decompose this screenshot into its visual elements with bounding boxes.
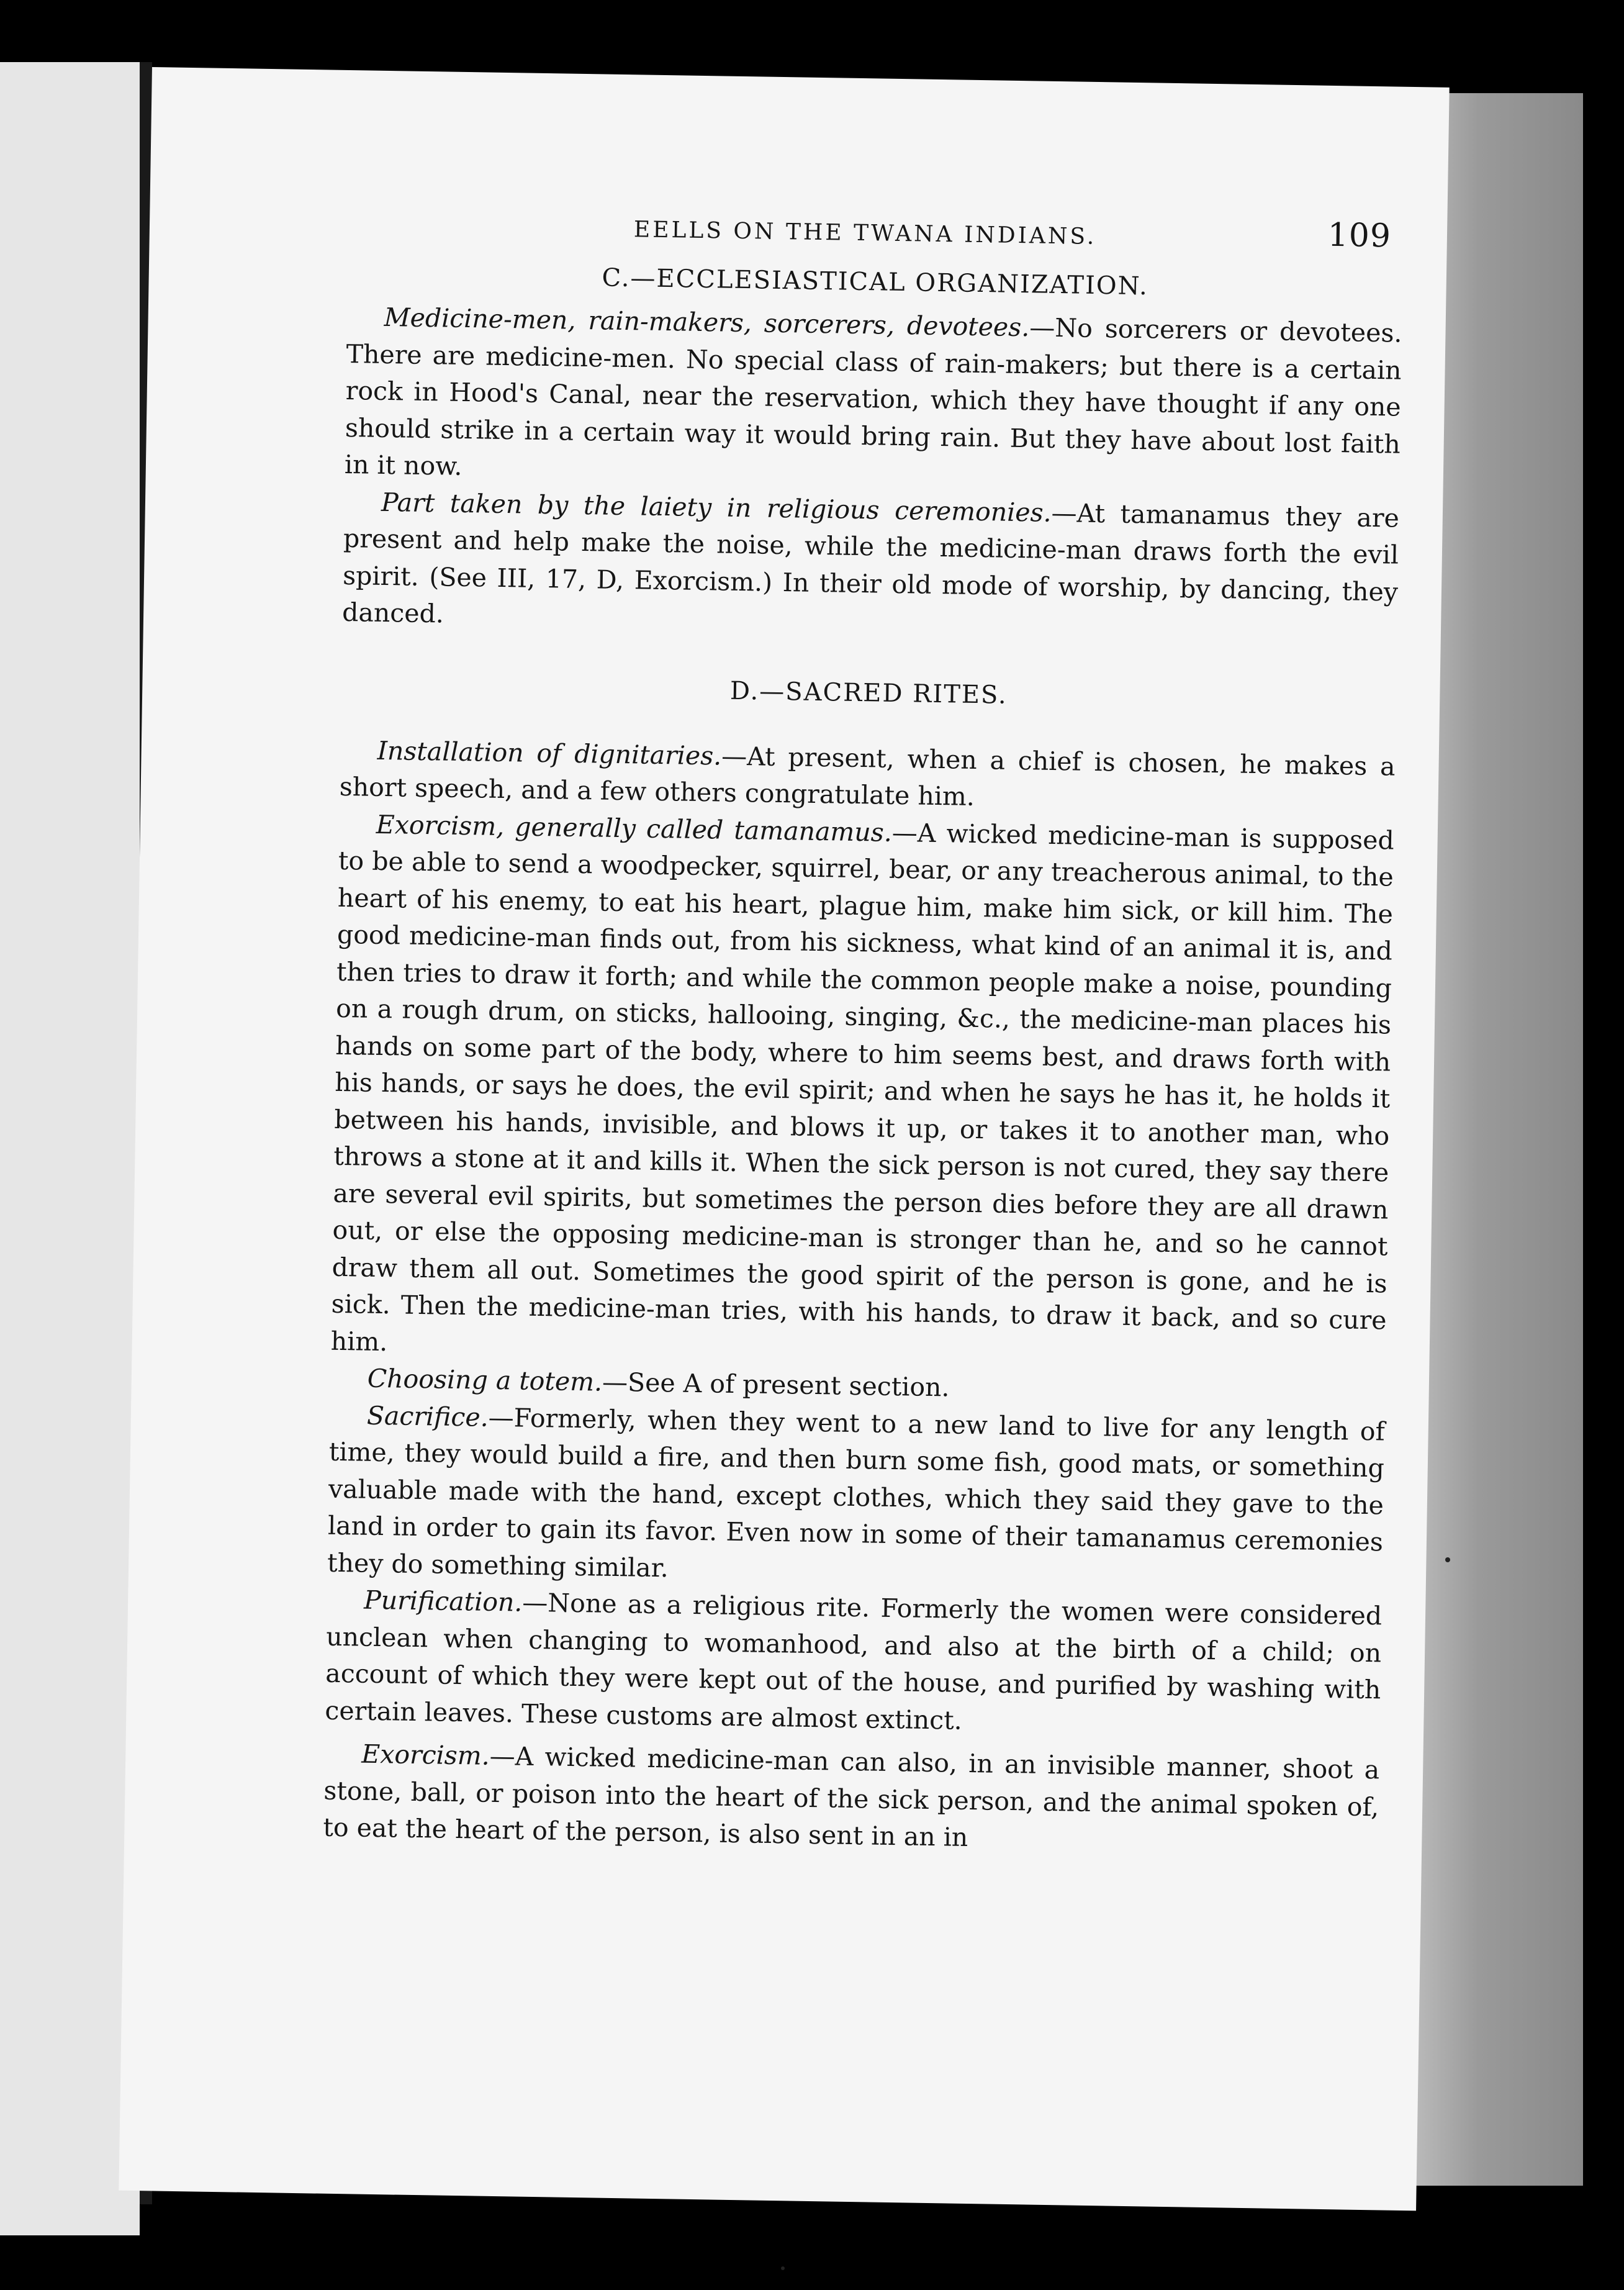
speck-mark <box>1445 1557 1450 1562</box>
facing-page-edge <box>0 62 140 2235</box>
paragraph-exorcism-tamanamus <box>330 805 1394 1376</box>
paragraph-medicine-men <box>345 299 1402 500</box>
section-heading-c: C.—ECCLESIASTICAL ORGANIZATION. <box>602 263 1149 301</box>
paragraph-lead: Purification. <box>363 1585 523 1618</box>
paragraph-laiety <box>342 483 1400 648</box>
paragraph-exorcism <box>323 1736 1380 1863</box>
page-sheet <box>119 67 1449 2211</box>
paragraph-text: —None as a religious rite. Formerly the women were considered unclean when changing to womanhood, and also at the birth of a child; on account of which they were kept out of the house, and purified by washing with certain leaves. These customs are almost extinct. <box>325 1587 1383 1736</box>
paragraph-text: —See A of present section. <box>602 1367 950 1403</box>
paragraph-lead: Exorcism. <box>361 1739 490 1771</box>
paragraph-lead: Installation of dignitaries. <box>377 735 722 771</box>
paragraph-lead: Sacrifice. <box>366 1400 489 1432</box>
paragraph-purification <box>325 1582 1383 1746</box>
running-title: EELLS ON THE TWANA INDIANS. <box>633 217 1097 250</box>
speck-mark <box>781 2266 785 2270</box>
paragraph-text: —A wicked medicine-man is supposed to be able to send a woodpecker, squirrel, bear, or any treacherous animal, to the heart of his enemy, to eat his heart, plague him, make him sick, or kill him. The good medicine-man finds out, from his sickness, what kind of an animal it is, and then tries to draw it forth; and while the common people make a noise, pounding on a rough drum, on sticks, hallooing, singing, &c., the medicine-man places his hands on some part of the body, where to him seems best, and draws forth with his hands, or says he does, the evil spirit; and when he says he has it, he holds it between his hands, invisible, and blows it up, or takes it to another man, who throws a stone at it and kills it. When the sick person is not cured, they say there are several evil spirits, but sometimes the person dies before they are all drawn out, or else the opposing medicine-man is stronger than he, and so he cannot draw them all out. Sometimes the good spirit of the person is gone, and he is sick. Then the medicine-man tries, with his hands, to draw it back, and so cure him. <box>330 817 1395 1357</box>
section-heading-d: D.—SACRED RITES. <box>729 676 1008 710</box>
paragraph-lead: Exorcism, generally called tamanamus. <box>376 809 893 848</box>
paragraph-text: —At tamanamus they are present and help make the noise, while the medicine-man draws forth the evil spirit. (See III, 17, D, Exorcism.) In their old mode of worship, by dancing, they danced. <box>341 497 1400 629</box>
paragraph-lead: Medicine-men, rain-makers, sorcerers, devotees. <box>384 302 1030 343</box>
paragraph-lead: Part taken by the laiety in religious ceremonies. <box>381 487 1052 528</box>
paragraph-text: —Formerly, when they went to a new land to live for any length of time, they would build a fire, and then burn some fish, good mats, or something valuable made with the hand, except clothes, which they said they gave to the land in order to gain its favor. Even now in some of their tamanamus ceremonies they do something similar. <box>327 1402 1386 1583</box>
paragraph-text: —No sorcerers or devotees. There are medicine-men. No special class of rain-makers; but there is a certain rock in Hood's Canal, near the reservation, which they have thought if any one should strike in a certain way it would bring rain. But they have about lost faith in it now. <box>344 312 1402 481</box>
page-content <box>323 207 1404 1863</box>
paragraph-text: —At present, when a chief is chosen, he makes a short speech, and a few others congratulate him. <box>339 741 1396 812</box>
paragraph-lead: Choosing a totem. <box>367 1363 603 1397</box>
page-number: 109 <box>1327 216 1392 255</box>
paragraph-text: —A wicked medicine-man can also, in an invisible manner, shoot a stone, ball, or poison into the heart of the sick person, and the animal spoken of, to eat the heart of the person, is also sent in an in <box>323 1740 1380 1852</box>
paragraph-sacrifice <box>327 1396 1385 1598</box>
